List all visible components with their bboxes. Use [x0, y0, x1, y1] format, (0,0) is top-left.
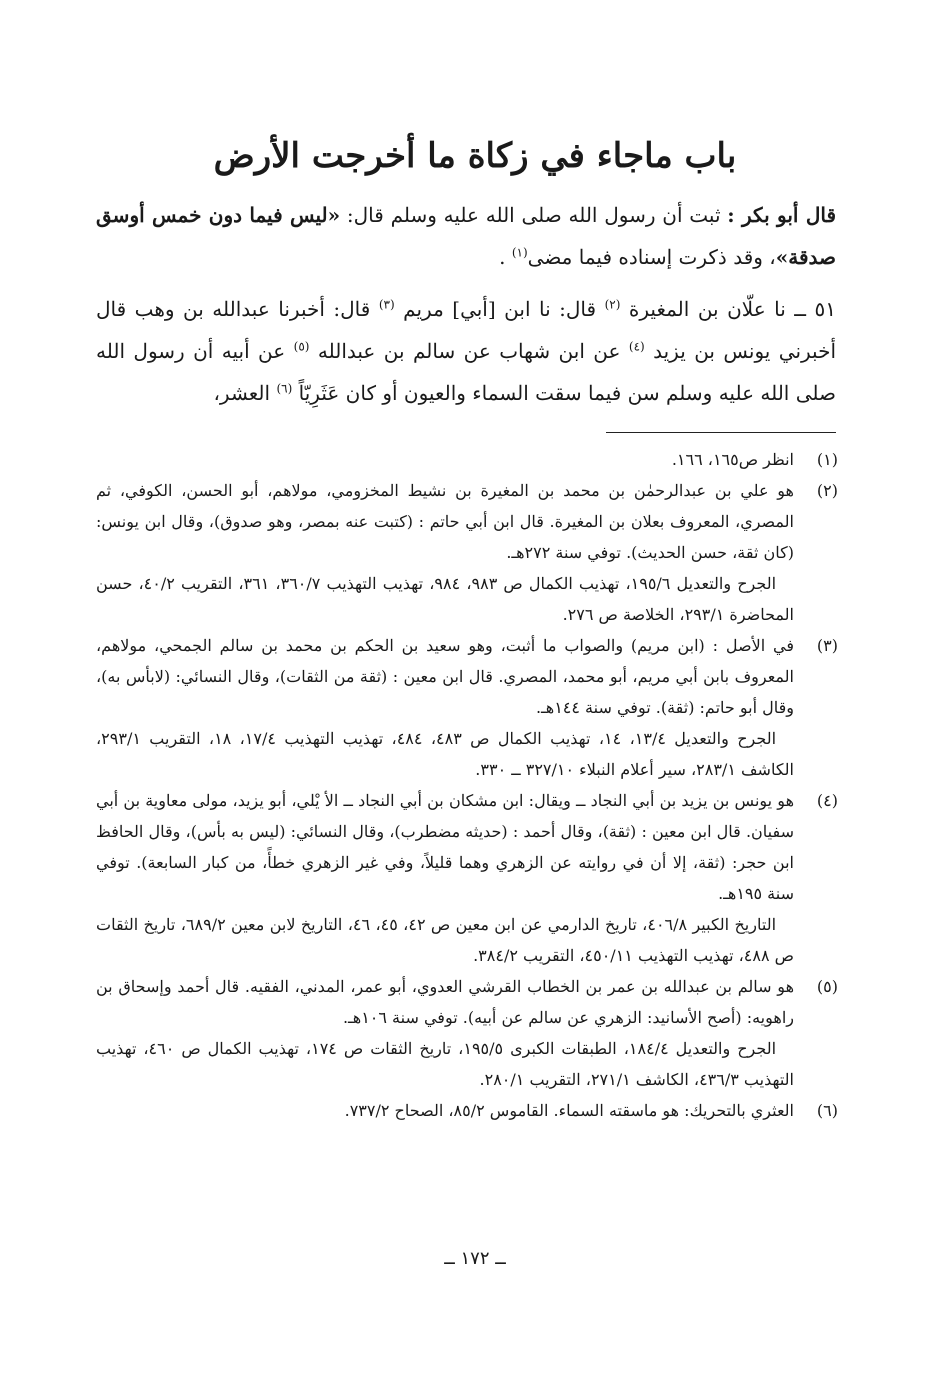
- footnote-ref-6[interactable]: (٦): [276, 381, 293, 396]
- hadith-text-2: قال: نا ابن [أبي] مريم: [394, 297, 605, 321]
- footnote-2: [96, 475, 838, 630]
- footnote-ref-1[interactable]: (١): [511, 245, 528, 260]
- hadith-paragraph: [96, 288, 836, 414]
- footnote-sources: التاريخ الكبير ٤٠٦/٨، تاريخ الدارمي عن ابن معين ص ٤٢، ٤٥، ٤٦، التاريخ لابن معين ٦٨٩/٢، تاريخ الثقات ص ٤٨٨، تهذيب التهذيب ٤٥٠/١١، التقريب ٣٨٤/٢.: [96, 915, 794, 965]
- footnote-body: [96, 475, 794, 630]
- footnote-3: [96, 630, 838, 785]
- footnote-body: [96, 971, 794, 1095]
- hadith-text-6: العشر،: [213, 381, 277, 405]
- footnote-text: هو سالم بن عبدالله بن عمر بن الخطاب القرشي العدوي، أبو عمر، المدني، الفقيه. قال أحمد وإسحاق بن راهويه: (أصح الأسانيد: الزهري عن سالم عن أبيه). توفي سنة ١٠٦هـ.: [96, 977, 794, 1027]
- intro-quote: «ليس فيما دون خمس أوسق صدقة»: [96, 203, 836, 269]
- footnote-text: العثري بالتحريك: هو ماسقته السماء. القاموس ٨٥/٢، الصحاح ٧٣٧/٢.: [344, 1101, 794, 1120]
- footnote-text: هو علي بن عبدالرحمٰن بن محمد بن المغيرة بن نشيط المخزومي، مولاهم، أبو الحسن، الكوفي، ثم المصري، المعروف بعلان بن المغيرة. قال ابن أبي حاتم : (كتبت عنه بمصر، وهو صدوق)، وقال ابن يونس: (كان ثقة، حسن الحديث). توفي سنة ٢٧٢هـ.: [96, 481, 794, 562]
- page-number: ــ ١٧٢ ــ: [444, 1248, 506, 1269]
- hadith-text-1: ٥١ ــ نا علّان بن المغيرة: [620, 297, 837, 321]
- footnote-ref-2[interactable]: (٢): [604, 297, 621, 312]
- intro-text-1: ثبت أن رسول الله صلى الله عليه وسلم قال:: [340, 203, 728, 227]
- footnote-sources: الجرح والتعديل ١٨٤/٤، الطبقات الكبرى ١٩٥/٥، تاريخ الثقات ص ١٧٤، تهذيب الكمال ص ٤٦٠، تهذيب التهذيب ٤٣٦/٣، الكاشف ٢٧١/١، التقريب ٢٨٠/١.: [96, 1039, 794, 1089]
- footnote-5: [96, 971, 838, 1095]
- footnote-ref-5[interactable]: (٥): [293, 339, 310, 354]
- footnote-number: (١): [816, 450, 838, 469]
- footnotes-section: [96, 444, 838, 1126]
- intro-lead: قال أبو بكر :: [727, 203, 837, 227]
- footnote-6: [96, 1095, 838, 1126]
- footnote-number: (٣): [816, 636, 838, 655]
- footnote-number: (٢): [816, 481, 838, 500]
- intro-paragraph: [96, 194, 836, 278]
- footnote-separator: [606, 432, 836, 433]
- intro-text-2: ، وقد ذكرت إسناده فيما مضى: [527, 245, 776, 269]
- footnote-text: انظر ص١٦٥، ١٦٦.: [671, 450, 794, 469]
- hadith-text-4: عن ابن شهاب عن سالم بن عبدالله: [309, 339, 629, 363]
- hadith-text-3: قال: أخبرنا عبدالله بن وهب قال أخبرني يونس بن يزيد: [96, 297, 837, 363]
- footnote-body: [96, 630, 794, 785]
- footnote-ref-4[interactable]: (٤): [628, 339, 645, 354]
- footnote-sources: الجرح والتعديل ١٣/٤، ١٤، تهذيب الكمال ص ٤٨٣، ٤٨٤، تهذيب التهذيب ١٧/٤، ١٨، التقريب ٢٩٣/١، الكاشف ٢٨٣/١، سير أعلام النبلاء ٣٢٧/١٠ ــ ٣٣٠.: [96, 729, 794, 779]
- footnote-number: (٦): [816, 1101, 838, 1120]
- footnote-body: [96, 785, 794, 971]
- footnote-body: [96, 444, 794, 475]
- intro-end: .: [499, 245, 512, 269]
- footnote-ref-3[interactable]: (٣): [378, 297, 395, 312]
- chapter-heading: باب ماجاء في زكاة ما أخرجت الأرض: [213, 136, 737, 176]
- footnote-1: [96, 444, 838, 475]
- footnote-number: (٤): [816, 791, 838, 810]
- footnote-text: في الأصل : (ابن مريم) والصواب ما أثبت، وهو سعيد بن الحكم بن محمد بن سالم الجمحي، مولاهم، المعروف بابن أبي مريم، أبو محمد، المصري. قال ابن معين : (ثقة من الثقات)، وقال النسائي: (لابأس به)، وقال أبو حاتم: (ثقة). توفي سنة ١٤٤هـ.: [96, 636, 795, 717]
- footnote-number: (٥): [816, 977, 838, 996]
- hadith-text-5: عن أبيه أن رسول الله صلى الله عليه وسلم سن فيما سقت السماء والعيون أو كان عَثَرِيّاً: [96, 339, 836, 405]
- footnote-text: هو يونس بن يزيد بن أبي النجاد ــ ويقال: ابن مشكان بن أبي النجاد ــ الأ يْلي، أبو يزيد، مولى معاوية بن أبي سفيان. قال ابن معين : (ثقة)، وقال أحمد : (حديثه مضطرب)، وقال النسائي: (ليس به بأس)، وقال الحافظ ابن حجر: (ثقة، إلا أن في روايته عن الزهري وهما قليلاً، وفي غير الزهري خطأً، من كبار السابعة). توفي سنة ١٩٥هـ.: [96, 791, 794, 903]
- footnote-sources: الجرح والتعديل ١٩٥/٦، تهذيب الكمال ص ٩٨٣، ٩٨٤، تهذيب التهذيب ٣٦٠/٧، ٣٦١، التقريب ٤٠/٢، حسن المحاضرة ٢٩٣/١، الخلاصة ص ٢٧٦.: [96, 574, 794, 624]
- footnote-4: [96, 785, 838, 971]
- footnote-body: [96, 1095, 794, 1126]
